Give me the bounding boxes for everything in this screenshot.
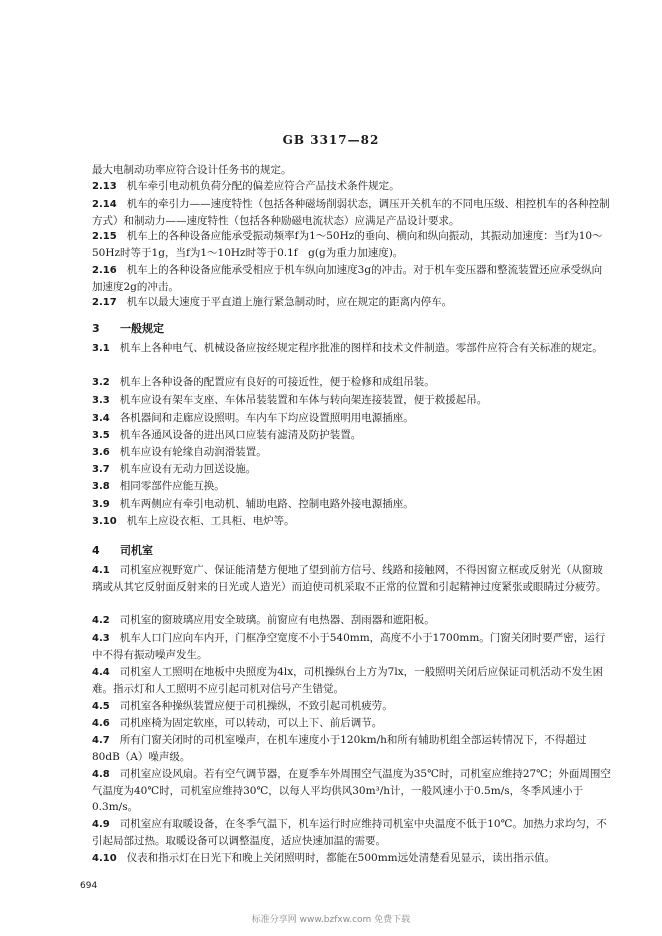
clause-4-8: 4.8 司机室应设风扇。若有空气调节器，在夏季车外周围空气温度为35℃时，司机室应维持27℃；外面周围空气温度为40℃时，司机室应维持30℃，以每人平均供风30m³/h计，一般风速小于0.5m/s，冬季风速小于0.3m/s。 — [92, 768, 611, 813]
clause-3-9: 3.9 机车两侧应有牵引电动机、辅助电路、控制电路外接电源插座。 — [92, 498, 414, 510]
clause-4-4: 4.4 司机室人工照明在地板中央照度为4lx，司机操纵台上方为7lx，一般照明关闭后应保证司机活动不发生困难。指示灯和人工照明不应引起司机对信号产生错觉。 — [92, 666, 604, 695]
clause-4-3: 4.3 机车人口门应向车内开，门框净空宽度不小于540mm，高度不小于1700mm。门窗关闭时要严密，运行中不得有振动噪声发生。 — [92, 632, 606, 661]
clause-4-10: 4.10 仪表和指示灯在日光下和晚上关闭照明时，都能在500mm远处清楚看见显示，读出指示值。 — [92, 852, 556, 864]
clause-3-10: 3.10 机车上应设衣柜、工具柜、电炉等。 — [92, 515, 295, 527]
clause-3-2: 3.2 机车上各种设备的配置应有良好的可接近性，便于检修和成组吊装。 — [92, 376, 435, 388]
clause-4-9: 4.9 司机室应有取暖设备，在冬季气温下，机车运行时应维持司机室中央温度不低于10℃。加热力求均匀，不引起局部过热。取暖设备可以调整温度，适应快速加温的需要。 — [92, 818, 607, 847]
standard-number: GB 3317—82 — [282, 133, 380, 147]
clause-3-5: 3.5 机车各通风设备的进出风口应装有滤清及防护装置。 — [92, 429, 362, 441]
clause-2-14: 2.14 机车的牵引力——速度特性（包括各种磁场削弱状态，调压开关机车的不同电压级、相控机车的各种控制方式）和制动力——速度特性（包括各种励磁电流状态）应满足产品设计要求。 — [92, 198, 610, 227]
clause-3-6: 3.6 机车应设有轮缘自动润滑装置。 — [92, 446, 267, 458]
clause-4-5: 4.5 司机室各种操纵装置应便于司机操纵，不致引起司机疲劳。 — [92, 700, 393, 712]
clause-3-3: 3.3 机车应设有架车支座、车体吊装装置和车体与转向架连接装置，便于救援起吊。 — [92, 394, 488, 406]
clause-2-15: 2.15 机车上的各种设备应能承受振动频率f为1～50Hz的垂向、横向和纵向振动，其振动加速度：当f为10～50Hz时等于1g，当f为1～10Hz时等于0.1f g(g为重力加速度)。 — [92, 230, 603, 259]
section2-intro: 最大电制动功率应符合设计任务书的规定。 — [92, 164, 292, 176]
section3-heading: 3 一般规定 — [92, 322, 164, 335]
clause-3-7: 3.7 机车应设有无动力回送设施。 — [92, 463, 257, 475]
clause-4-1: 4.1 司机室应视野宽广、保证能清楚方便地了望到前方信号、线路和接触网，不得因窗立框或反射光（从窗玻璃或从其它反射面反射来的日光或人造光）而迫使司机采取不正常的位置和引起精神过度紧张或眼睛过分疲劳。 — [92, 564, 607, 593]
clause-3-4: 3.4 各机器间和走廊应设照明。车内车下均应设置照明用电源插座。 — [92, 412, 414, 424]
page-number: 694 — [80, 881, 98, 891]
clause-4-7: 4.7 所有门窗关闭时的司机室噪声，在机车速度小于120km/h和所有辅助机组全部运转情况下，不得超过80dB（A）噪声级。 — [92, 734, 587, 763]
clause-4-2: 4.2 司机室的窗玻璃应用安全玻璃。前窗应有电热器、刮雨器和遮阳板。 — [92, 614, 435, 626]
clause-3-1: 3.1 机车上各种电气、机械设备应按经规定程序批准的图样和技术文件制造。零部件应符合有关标准的规定。 — [92, 342, 603, 354]
clause-2-16: 2.16 机车上的各种设备应能承受相应于机车纵向加速度3g的冲击。对于机车变压器和整流装置还应承受纵向加速度2g的冲击。 — [92, 264, 603, 293]
section4-heading: 4 司机室 — [92, 544, 153, 557]
clause-4-6: 4.6 司机座椅为固定软座，可以转动，可以上下、前后调节。 — [92, 717, 383, 729]
footer-watermark: 标准分享网 www.bzfxw.com 免费下载 — [251, 915, 411, 925]
clause-2-13: 2.13 机车牵引电动机负荷分配的偏差应符合产品技术条件规定。 — [92, 180, 400, 192]
clause-2-17: 2.17 机车以最大速度于平直道上施行紧急制动时，应在规定的距离内停车。 — [92, 296, 453, 308]
clause-3-8: 3.8 相同零部件应能互换。 — [92, 480, 225, 492]
